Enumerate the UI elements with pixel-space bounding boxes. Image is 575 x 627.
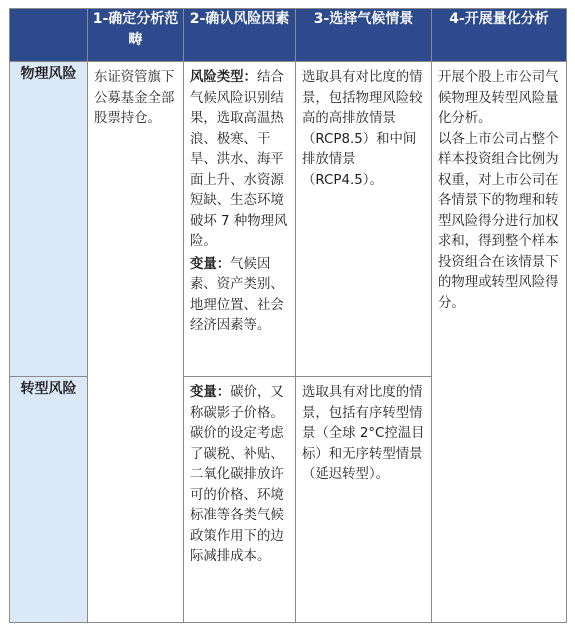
header-climate-scenario: 3-选择气候情景 <box>296 9 432 62</box>
climate-risk-analysis-table <box>9 8 567 623</box>
row-label-physical-risk: 物理风险 <box>10 62 88 377</box>
transition-variables-label: 变量： <box>190 385 231 400</box>
header-quant-analysis: 4-开展量化分析 <box>432 9 567 62</box>
transition-scenario-cell <box>296 377 432 623</box>
header-risk-factors: 2-确认风险因素 <box>184 9 296 62</box>
header-row <box>10 9 567 62</box>
quant-analysis-paragraph-1: 开展个股上市公司气候物理及转型风险量化分析。 <box>438 70 559 126</box>
physical-risk-type-paragraph <box>190 68 289 253</box>
physical-variables-label: 变量： <box>190 256 231 272</box>
header-scope: 1-确定分析范畴 <box>88 9 184 62</box>
scope-text: 东证资管旗下公募基金全部股票持仓。 <box>94 70 175 126</box>
row-label-transition-risk: 转型风险 <box>10 377 88 623</box>
header-corner <box>10 9 88 62</box>
quant-analysis-paragraph-2: 以各上市公司占整个样本投资组合比例为权重，对上市公司在各情景下的物理和转型风险得分进行加权求和，得到整个样本投资组合在该情景下的物理或转型风险得分。 <box>438 131 559 311</box>
transition-variables-paragraph <box>190 383 289 568</box>
physical-variables-paragraph <box>190 255 289 337</box>
transition-variables-text: 碳价，又称碳影子价格。碳价的设定考虑了碳税、补贴、二氧化碳排放许可的价格、环境标准等各类气候政策作用下的边际减排成本。 <box>190 385 284 564</box>
scope-cell <box>88 62 184 623</box>
risk-type-text: 结合气候风险识别结果，选取高温热浪、极寒、干旱、洪水、海平面上升、水资源短缺、生态环境破坏 7 种物理风险。 <box>190 70 288 249</box>
physical-variables-text: 气候因素、资产类别、地理位置、社会经济因素等。 <box>190 256 284 333</box>
physical-scenario-cell <box>296 62 432 377</box>
physical-scenario-text: 选取具有对比度的情景，包括物理风险较高的高排放情景（RCP8.5）和中间排放情景（RCP4.5）。 <box>302 70 423 188</box>
physical-risk-factors-cell <box>184 62 296 377</box>
risk-type-label: 风险类型： <box>190 70 257 85</box>
row-physical-risk <box>10 62 567 377</box>
transition-risk-factors-cell <box>184 377 296 623</box>
transition-scenario-text: 选取具有对比度的情景，包括有序转型情景（全球 2°C控温目标）和无序转型情景（延迟转型）。 <box>302 385 425 482</box>
quant-analysis-cell <box>432 62 567 623</box>
